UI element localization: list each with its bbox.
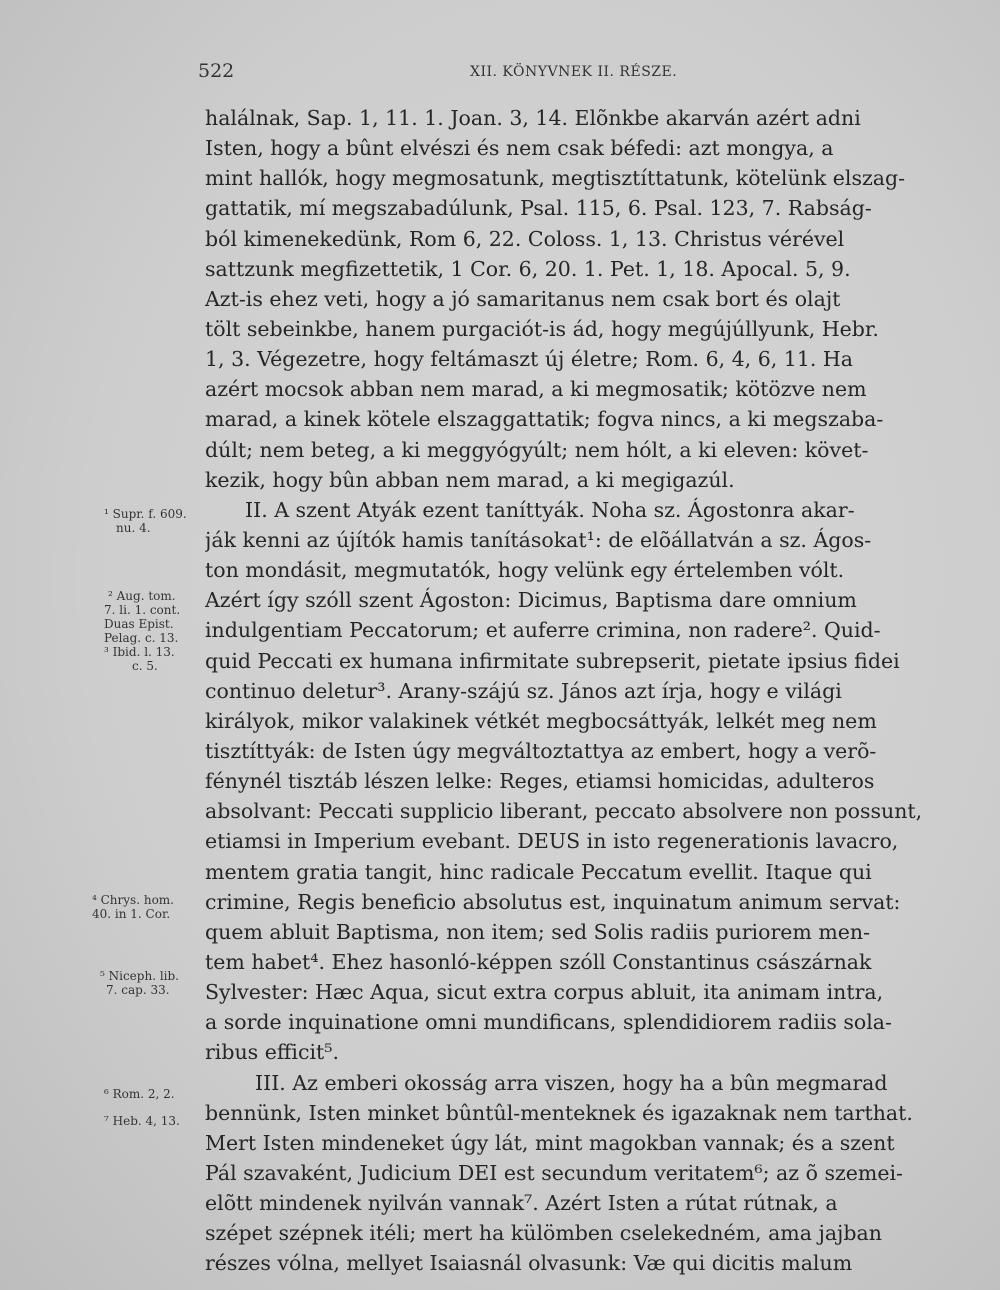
page-number: 522 [198,60,235,82]
text-line: tölt sebeinkbe, hanem purgaciót-is ád, hogy megújúllyunk, Hebr. [205,316,879,341]
text-line: quem abluit Baptisma, non item; sed Solis radiis puriorem men- [205,919,871,944]
margin-note [104,1114,309,1128]
body-text [205,103,927,1278]
margin-note-line: ⁶ Rom. 2, 2. [104,1087,175,1101]
text-line: ják kenni az újítók hamis tanításokat¹: de elõállatván a sz. Ágos- [205,527,872,552]
text-line: azért mocsok abban nem marad, a ki megmosatik; kötözve nem [205,377,867,402]
margin-note-line: ⁴ Chrys. hom. [92,893,174,907]
margin-note-line: ² Aug. tom. [108,589,176,603]
text-line: mentem gratia tangit, hinc radicale Peccatum evellit. Itaque qui [205,859,872,884]
text-line: Sylvester: Hæc Aqua, sicut extra corpus abluit, ita animam intra, [205,980,884,1005]
text-line: II. A szent Atyák ezent taníttyák. Noha sz. Ágostonra akar- [245,497,855,522]
margin-note-line: Pelag. c. 13. [104,631,179,645]
margin-note-line: ¹ Supr. f. 609. [104,507,187,521]
margin-note [100,969,305,997]
margin-note-line: 40. in 1. Cor. [92,907,171,921]
text-line: gattatik, mí megszabadúlunk, Psal. 115, 6. Psal. 123, 7. Rabság- [205,196,872,221]
text-line: Pál szavaként, Judicium DEI est secundum veritatem⁶; az õ szemei- [205,1160,903,1185]
text-line: etiamsi in Imperium evebant. DEUS in isto regenerationis lavacro, [205,829,899,854]
margin-note [104,507,309,535]
text-line: ból kimenekedünk, Rom 6, 22. Coloss. 1, 13. Christus vérével [205,226,845,251]
text-line: tem habet⁴. Ehez hasonló-képpen szóll Constantinus császárnak [205,949,872,974]
text-line: bennünk, Isten minket bûntûl-menteknek és igazaknak nem tarthat. [205,1100,913,1125]
text-line: Azért így szóll szent Ágoston: Dicimus, Baptisma dare omnium [205,588,857,613]
margin-note [104,1087,309,1101]
text-line: királyok, mikor valakinek vétkét megbocsáttyák, lelkét meg nem [205,708,877,733]
margin-note-line: ⁷ Heb. 4, 13. [104,1114,180,1128]
margin-note-line: Duas Epist. [104,617,174,631]
text-line: quid Peccati ex humana infirmitate subrepserit, pietate ipsius fidei [205,648,900,673]
margin-note-line: nu. 4. [116,521,151,535]
text-line: Isten, hogy a bûnt elvészi és nem csak béfedi: azt mongya, a [205,136,834,161]
text-line: 1, 3. Végezetre, hogy feltámaszt új életre; Rom. 6, 4, 6, 11. Ha [205,347,854,372]
text-line: tisztíttyák: de Isten úgy megváltoztattya az embert, hogy a verõ- [205,738,877,763]
margin-note-line: c. 5. [132,659,158,673]
text-line: III. Az emberi okosság arra viszen, hogy ha a bûn megmarad [255,1070,888,1095]
text-line: halálnak, Sap. 1, 11. 1. Joan. 3, 14. Elõnkbe akarván azért adni [205,106,861,130]
text-line: marad, a kinek kötele elszaggattatik; fogva nincs, a ki megszaba- [205,407,884,432]
text-line: szépet szépnek itéli; mert ha külömben cselekedném, ama jajban [205,1221,882,1246]
margin-note-line: ⁵ Niceph. lib. [100,969,179,983]
margin-note-line: 7. cap. 33. [106,983,170,997]
text-line: a sorde inquinatione omni mundificans, splendidiorem radiis sola- [205,1010,892,1035]
margin-note-line: ³ Ibid. l. 13. [104,645,175,659]
text-line: kezik, hogy bûn abban nem marad, a ki megigazúl. [205,467,735,492]
text-line: crimine, Regis beneficio absolutus est, inquinatum animum servat: [205,889,901,914]
margin-note-line: 7. li. 1. cont. [104,603,181,617]
text-line: fénynél tisztáb lészen lelke: Reges, etiamsi homicidas, adulteros [205,769,875,794]
text-line: continuo deletur³. Arany-szájú sz. János azt írja, hogy e világi [205,678,842,703]
text-line: elõtt mindenek nyilván vannak⁷. Azért Isten a rútat rútnak, a [205,1191,838,1216]
margin-note [92,893,297,921]
margin-notes [0,0,205,1290]
text-line: dúlt; nem beteg, a ki meggyógyúlt; nem hólt, a ki eleven: követ- [205,437,869,462]
text-line: részes vólna, mellyet Isaiasnál olvasunk: Væ qui dicitis malum [205,1251,853,1276]
text-line: sattzunk megfizettetik, 1 Cor. 6, 20. 1. Pet. 1, 18. Apocal. 5, 9. [205,256,851,281]
text-line: absolvant: Peccati supplicio liberant, peccato absolvere non possunt, [205,799,923,824]
text-line: ribus efficit⁵. [205,1040,339,1065]
text-line: ton mondásit, megmutatók, hogy velünk egy értelemben vólt. [205,558,845,583]
running-head: XII. KÖNYVNEK II. RÉSZE. [470,64,678,80]
text-line: Mert Isten mindeneket úgy lát, mint magokban vannak; és a szent [205,1130,895,1155]
text-line: Azt-is ehez veti, hogy a jó samaritanus nem csak bort és olajt [205,286,841,311]
text-line: indulgentiam Peccatorum; et auferre crimina, non radere². Quid- [205,618,881,643]
text-line: mint hallók, hogy megmosatunk, megtisztíttatunk, kötelünk elszag- [205,166,906,191]
margin-note [104,589,309,673]
